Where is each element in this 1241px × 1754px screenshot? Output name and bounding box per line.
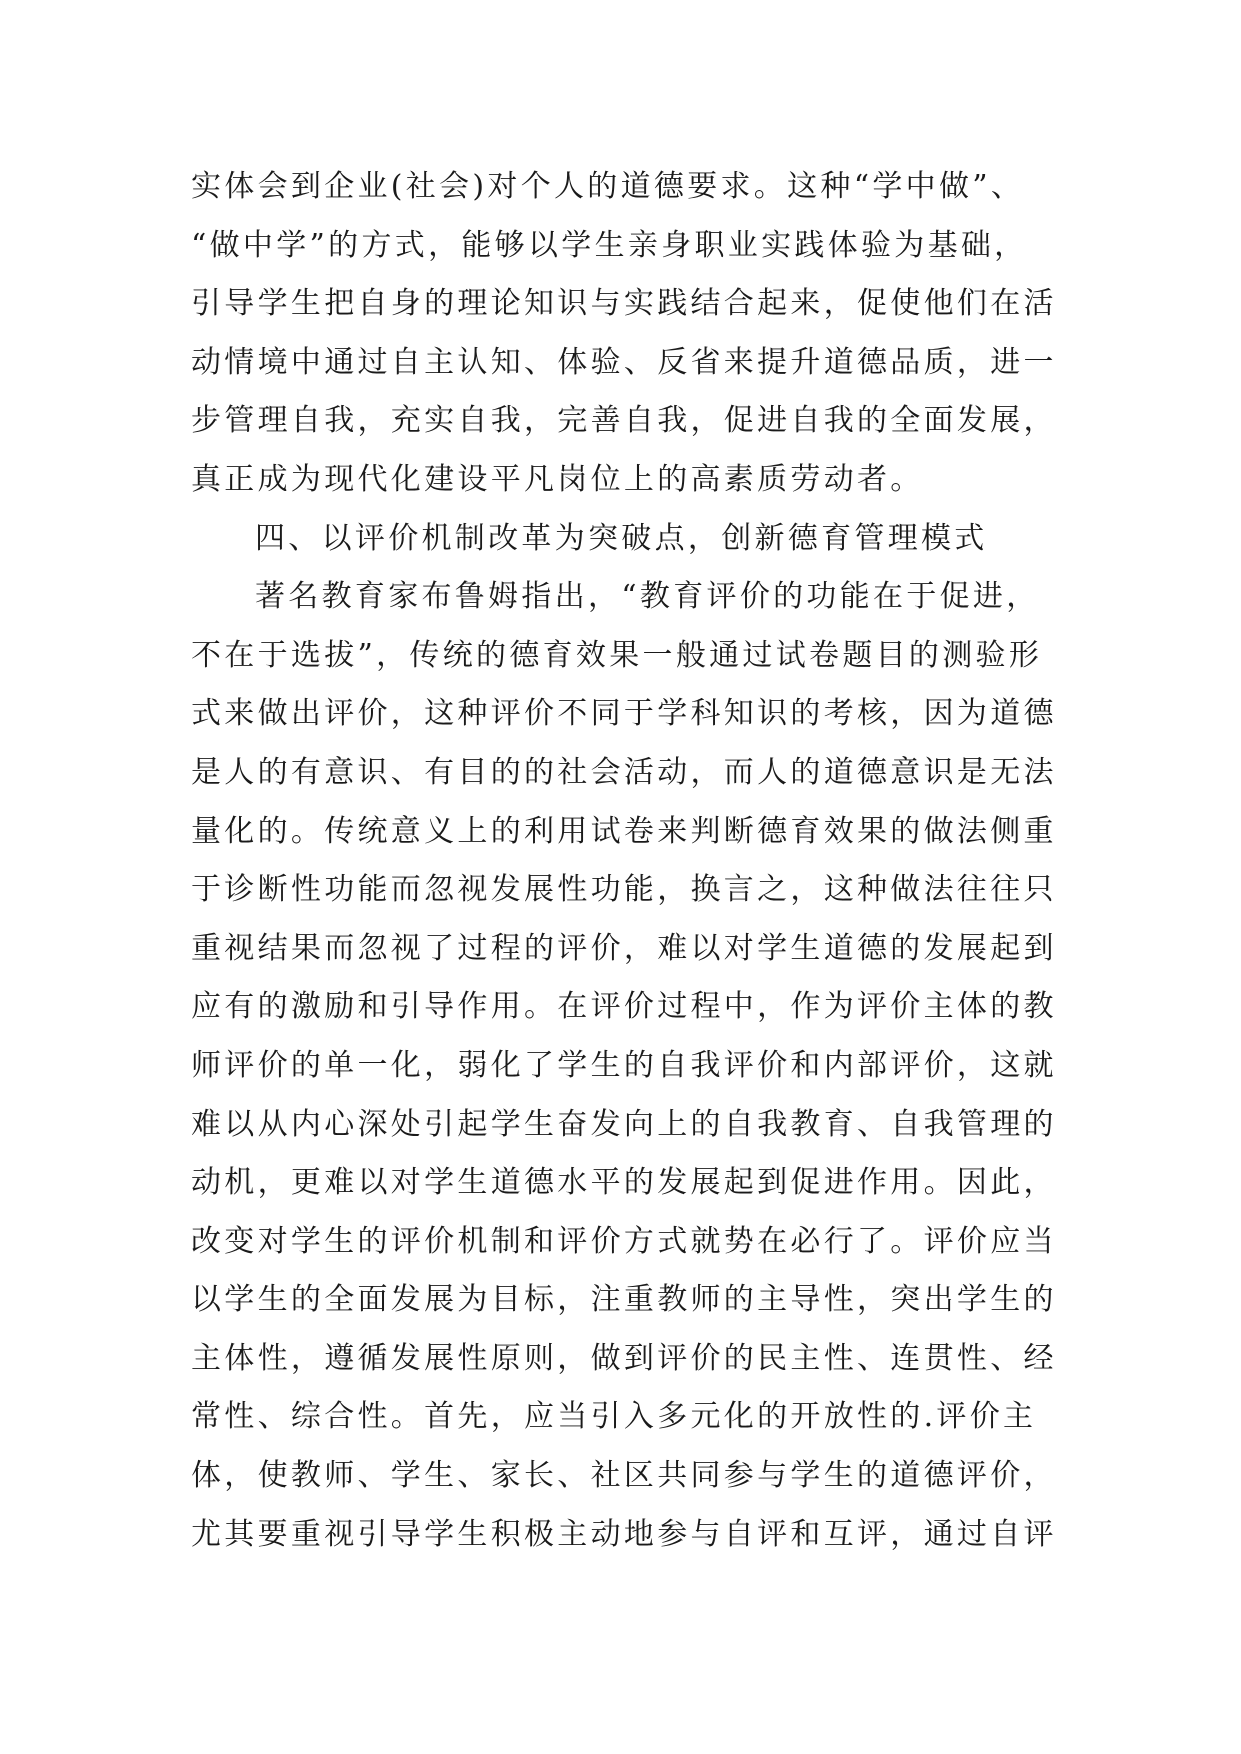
text-line: 常性、综合性。首先，应当引入多元化的开放性的.评价主 (191, 1399, 1037, 1435)
text-line: 动机，更难以对学生道德水平的发展起到促进作用。因此， (191, 1165, 1057, 1201)
text-line: 步管理自我，充实自我，完善自我，促进自我的全面发展， (191, 403, 1057, 439)
text-line: 难以从内心深处引起学生奋发向上的自我教育、自我管理的 (191, 1106, 1057, 1142)
text-line: 于诊断性功能而忽视发展性功能，换言之，这种做法往往只 (191, 872, 1057, 908)
text-line: 改变对学生的评价机制和评价方式就势在必行了。评价应当 (191, 1223, 1057, 1259)
text-line: 应有的激励和引导作用。在评价过程中，作为评价主体的教 (191, 989, 1057, 1025)
text-line: 引导学生把自身的理论知识与实践结合起来，促使他们在活 (191, 286, 1057, 322)
text-line: 师评价的单一化，弱化了学生的自我评价和内部评价，这就 (191, 1047, 1057, 1083)
text-line: 不在于选拔”，传统的德育效果一般通过试卷题目的测验形 (191, 637, 1043, 673)
body-text (191, 158, 1061, 1564)
text-line: 是人的有意识、有目的的社会活动，而人的道德意识是无法 (191, 754, 1057, 790)
text-line: 真正成为现代化建设平凡岗位上的高素质劳动者。 (191, 461, 924, 497)
text-line: 体，使教师、学生、家长、社区共同参与学生的道德评价， (191, 1458, 1057, 1494)
text-line: 著名教育家布鲁姆指出，“教育评价的功能在于促进， (255, 579, 1040, 615)
text-line: 重视结果而忽视了过程的评价，难以对学生道德的发展起到 (191, 930, 1057, 966)
text-line: “做中学”的方式，能够以学生亲身职业实践体验为基础， (191, 227, 1028, 263)
text-line: 尤其要重视引导学生积极主动地参与自评和互评，通过自评 (191, 1516, 1057, 1552)
text-line: 动情境中通过自主认知、体验、反省来提升道德品质，进一 (191, 344, 1057, 380)
text-line: 量化的。传统意义上的利用试卷来判断德育效果的做法侧重 (191, 813, 1057, 849)
text-line: 式来做出评价，这种评价不同于学科知识的考核，因为道德 (191, 696, 1057, 732)
text-line: 实体会到企业(社会)对个人的道德要求。这种“学中做”、 (191, 169, 1025, 204)
section-heading: 四、以评价机制改革为突破点，创新德育管理模式 (255, 520, 988, 556)
text-line: 以学生的全面发展为目标，注重教师的主导性，突出学生的 (191, 1282, 1057, 1318)
text-line: 主体性，遵循发展性原则，做到评价的民主性、连贯性、经 (191, 1340, 1057, 1376)
